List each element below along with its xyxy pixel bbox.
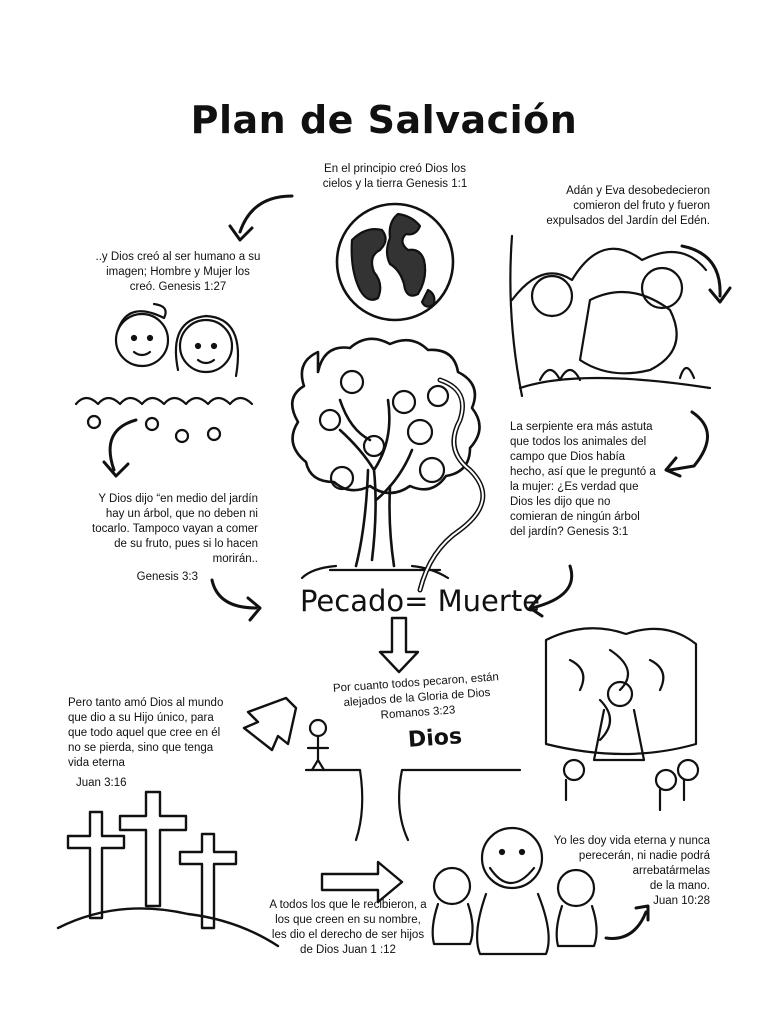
globe-illustration bbox=[337, 204, 453, 320]
human-creation-text: ..y Dios creó al ser humano a su imagen; Hombre y Mujer los creó. Genesis 1:27 bbox=[95, 251, 261, 293]
john-1-12-text: A todos los que le recibieron, a los que creen en su nombre, les dio el derecho de ser hijos de Dios Juan 1 :12 bbox=[269, 899, 427, 956]
down-arrow-icon bbox=[380, 618, 418, 672]
john-3-16-text: Pero tanto amó Dios al mundo que dio a su Hijo único, para que todo aquel que cree en él no se pierda, sino que tenga vida eterna bbox=[68, 697, 224, 769]
tree-warning-ref: Genesis 3:3 bbox=[136, 571, 198, 583]
heaven-illustration bbox=[546, 628, 698, 810]
tree-with-serpent-illustration bbox=[292, 339, 483, 590]
creation-text: En el principio creó Dios los cielos y la tierra Genesis 1:1 bbox=[322, 163, 468, 190]
dios-label: Dios bbox=[407, 724, 463, 753]
adam-and-eve-illustration bbox=[76, 304, 252, 442]
three-crosses-illustration bbox=[58, 792, 278, 946]
tree-warning-text: Y Dios dijo “en medio del jardín hay un árbol, que no deben ni tocarlo. Tampoco vayan a comer de su fruto, pues si lo hacen morirán.. bbox=[92, 493, 258, 565]
separation-text: Por cuanto todos pecaron, están alejados de la Gloria de Dios Romanos 3:23 bbox=[332, 671, 500, 722]
page-title: Plan de Salvación bbox=[190, 98, 578, 142]
expulsion-text: Adán y Eva desobedecieron comieron del fruto y fueron expulsados del Jardín del Edén. bbox=[546, 185, 710, 227]
sin-equals-death-heading: Pecado= Muerte bbox=[299, 584, 541, 618]
serpent-text: La serpiente era más astuta que todos los animales del campo que Dios había hecho, así que le preguntó a la mujer: ¿Es verdad que Dios les dijo que no comieran de ningún árbol del jardín? Genesis 3:1 bbox=[510, 421, 656, 538]
john-10-28-text: Yo les doy vida eterna y nunca perecerán, ni nadie podrá arrebatármelas de la mano. Juan 10:28 bbox=[553, 835, 710, 907]
expulsion-illustration bbox=[510, 236, 710, 396]
john-3-16-ref: Juan 3:16 bbox=[76, 777, 127, 789]
right-arrow-icon bbox=[322, 862, 402, 902]
